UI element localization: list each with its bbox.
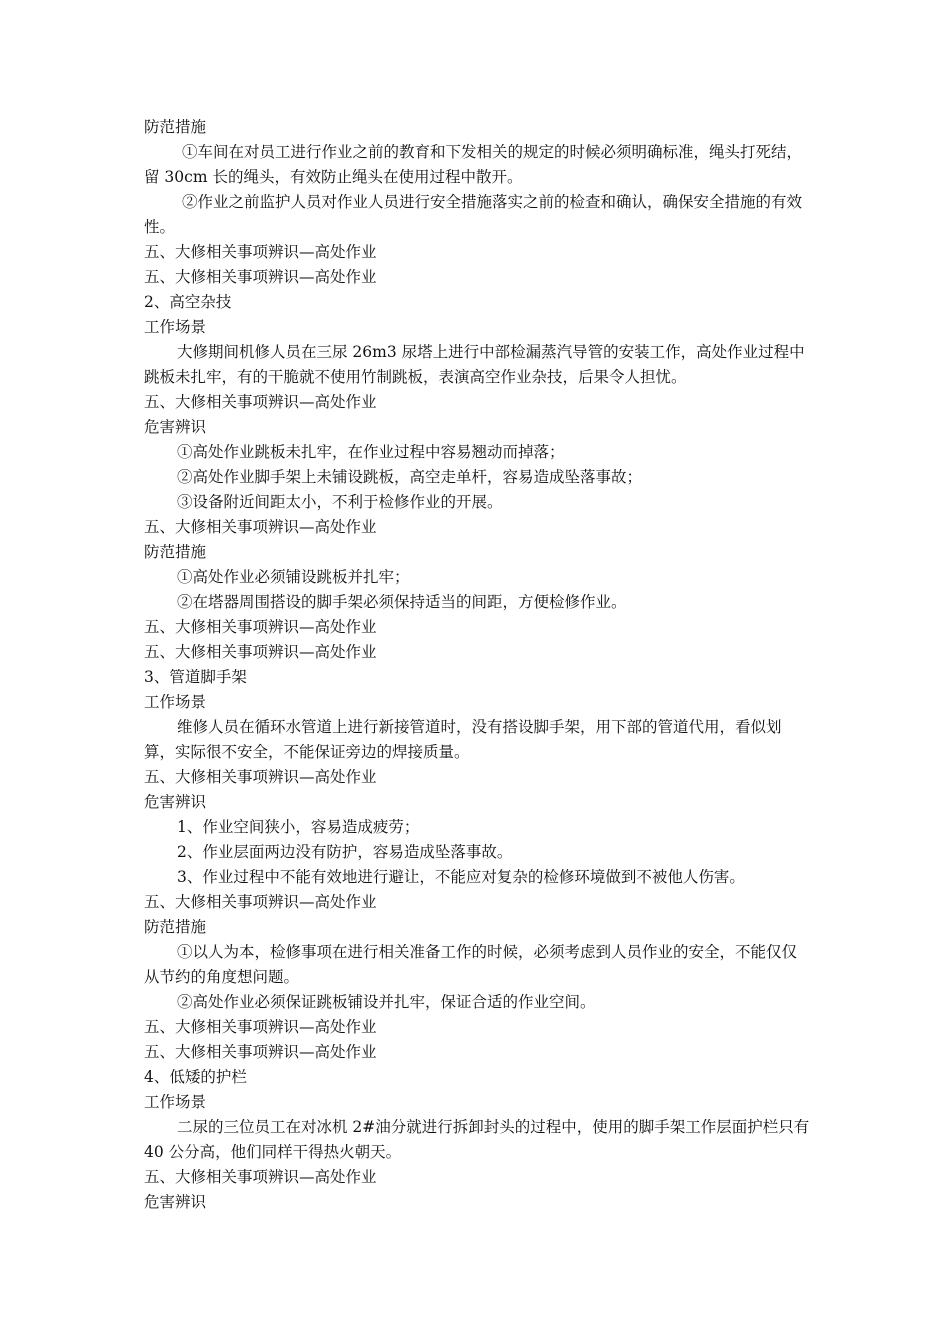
section-heading: 工作场景 xyxy=(144,693,207,711)
paragraph: ②作业之前监护人员对作业人员进行安全措施落实之前的检查和确认，确保安全措施的有效性。 xyxy=(144,193,803,236)
section-heading: 防范措施 xyxy=(144,118,207,136)
section-heading: 4、低矮的护栏 xyxy=(144,1068,247,1086)
section-heading: 五、大修相关事项辨识—高处作业 xyxy=(144,1043,377,1061)
section-heading: 五、大修相关事项辨识—高处作业 xyxy=(144,268,377,286)
section-heading: 五、大修相关事项辨识—高处作业 xyxy=(144,618,377,636)
paragraph: 2、作业层面两边没有防护，容易造成坠落事故。 xyxy=(177,843,513,861)
paragraph: ②高处作业脚手架上未铺设跳板，高空走单杆，容易造成坠落事故； xyxy=(177,468,643,486)
section-heading: 防范措施 xyxy=(144,918,207,936)
section-heading: 五、大修相关事项辨识—高处作业 xyxy=(144,393,377,411)
section-heading: 2、高空杂技 xyxy=(144,293,232,311)
section-heading: 危害辨识 xyxy=(144,793,207,811)
paragraph: ①高处作业跳板未扎牢，在作业过程中容易翘动而掉落； xyxy=(177,443,565,461)
section-heading: 五、大修相关事项辨识—高处作业 xyxy=(144,243,377,261)
paragraph: 二尿的三位员工在对冰机 2#油分就进行拆卸封头的过程中，使用的脚手架工作层面护栏只有 40 公分高，他们同样干得热火朝天。 xyxy=(144,1118,810,1161)
section-heading: 五、大修相关事项辨识—高处作业 xyxy=(144,1168,377,1186)
paragraph: ③设备附近间距太小，不利于检修作业的开展。 xyxy=(177,493,503,511)
section-heading: 五、大修相关事项辨识—高处作业 xyxy=(144,518,377,536)
section-heading: 五、大修相关事项辨识—高处作业 xyxy=(144,768,377,786)
section-heading: 工作场景 xyxy=(144,318,207,336)
paragraph: 大修期间机修人员在三尿 26m3 尿塔上进行中部检漏蒸汽导管的安装工作，高处作业过程中跳板未扎牢，有的干脆就不使用竹制跳板，表演高空作业杂技，后果令人担忧。 xyxy=(144,343,805,386)
section-heading: 五、大修相关事项辨识—高处作业 xyxy=(144,893,377,911)
paragraph: ②高处作业必须保证跳板铺设并扎牢，保证合适的作业空间。 xyxy=(177,993,596,1011)
section-heading: 危害辨识 xyxy=(144,1193,207,1211)
paragraph: ①车间在对员工进行作业之前的教育和下发相关的规定的时候必须明确标准，绳头打死结，留 30cm 长的绳头，有效防止绳头在使用过程中散开。 xyxy=(144,143,803,186)
section-heading: 3、管道脚手架 xyxy=(144,668,247,686)
paragraph: ②在塔器周围搭设的脚手架必须保持适当的间距，方便检修作业。 xyxy=(177,593,627,611)
section-heading: 五、大修相关事项辨识—高处作业 xyxy=(144,1018,377,1036)
section-heading: 五、大修相关事项辨识—高处作业 xyxy=(144,643,377,661)
section-heading: 防范措施 xyxy=(144,543,207,561)
paragraph: 3、作业过程中不能有效地进行避让，不能应对复杂的检修环境做到不被他人伤害。 xyxy=(177,868,745,886)
paragraph: 1、作业空间狭小，容易造成疲劳； xyxy=(177,818,420,836)
section-heading: 危害辨识 xyxy=(144,418,207,436)
section-heading: 工作场景 xyxy=(144,1093,207,1111)
paragraph: ①以人为本，检修事项在进行相关准备工作的时候，必须考虑到人员作业的安全，不能仅仅从节约的角度想问题。 xyxy=(144,943,798,986)
paragraph: ①高处作业必须铺设跳板并扎牢； xyxy=(177,568,410,586)
document-page xyxy=(144,115,810,1215)
paragraph: 维修人员在循环水管道上进行新接管道时，没有搭设脚手架，用下部的管道代用，看似划算，实际很不安全，不能保证旁边的焊接质量。 xyxy=(144,718,782,761)
